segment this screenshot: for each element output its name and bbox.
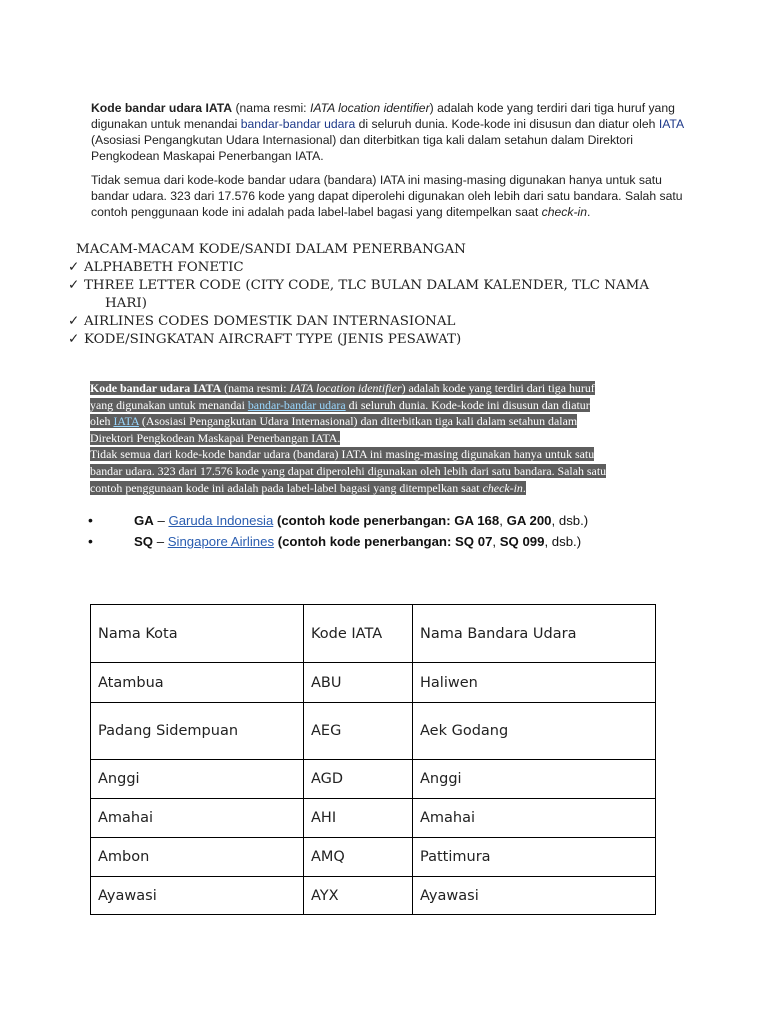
airline-link[interactable]: Singapore Airlines (167, 534, 275, 549)
airports-link[interactable]: bandar-bandar udara (247, 397, 346, 412)
text-span: (nama resmi: (221, 381, 290, 395)
flight-example: SQ 07 (455, 534, 493, 549)
intro-paragraph-2 (91, 172, 691, 220)
airport-code-table (90, 604, 656, 915)
text-span: (contoh kode penerbangan: (273, 513, 455, 528)
text-span: di seluruh dunia. Kode-kode ini disusun dan diatur (345, 397, 590, 412)
text-span: (Asosiasi Pengangkutan Udara Internasional) dan diterbitkan tiga kali dalam setahun dalam Direktori Pengkodean Maskapai Penerbangan IATA. (91, 133, 633, 163)
text-span: , (492, 534, 500, 549)
highlight-line (90, 413, 670, 430)
term-bold: Kode bandar udara IATA (91, 101, 233, 115)
table-cell: AHI (304, 799, 413, 838)
highlight-line (90, 380, 670, 397)
flight-example: SQ 099 (499, 534, 545, 549)
codes-list-item-label: THREE LETTER CODE (CITY CODE, TLC BULAN DALAM KALENDER, TLC NAMA (84, 278, 650, 293)
text-span: contoh penggunaan kode ini adalah pada label-label bagasi yang ditempelkan saat (90, 480, 483, 495)
highlight-line (90, 446, 670, 463)
table-cell: Anggi (413, 760, 656, 799)
highlight-line (90, 480, 670, 497)
table-row (91, 663, 656, 703)
codes-list-item (68, 277, 708, 295)
codes-list-item-label: ALPHABETH FONETIC (84, 260, 244, 275)
codes-list-item (68, 313, 708, 331)
list-item (88, 510, 708, 531)
text-span: – (153, 513, 169, 528)
text-span: ) adalah kode yang terdiri dari tiga huruf yang digunakan untuk menandai (91, 101, 675, 131)
airports-link[interactable]: bandar-bandar udara (240, 117, 356, 131)
flight-example: GA 200 (506, 513, 552, 528)
iata-link[interactable]: IATA (113, 414, 139, 429)
table-cell: Aek Godang (413, 703, 656, 760)
table-header-cell: Kode IATA (304, 605, 413, 663)
highlight-line (90, 397, 670, 414)
check-icon: ✓ (68, 278, 80, 293)
text-span: , dsb.) (551, 513, 589, 528)
text-span: di seluruh dunia. Kode-kode ini disusun dan diatur oleh (355, 117, 659, 131)
list-item (88, 531, 708, 552)
table-row (91, 838, 656, 877)
official-name: IATA location identifier (309, 101, 430, 115)
table-cell: Ayawasi (91, 877, 304, 915)
highlight-line (90, 430, 670, 447)
table-cell: Haliwen (413, 663, 656, 703)
airline-code: GA (134, 513, 154, 528)
codes-list-item-label: AIRLINES CODES DOMESTIK DAN INTERNASIONAL (84, 314, 456, 329)
text-span: Tidak semua dari kode-kode bandar udara (bandara) IATA ini masing-masing digunakan hanya untuk satu (90, 447, 595, 462)
official-name: IATA location identifier (289, 381, 402, 395)
table-row (91, 760, 656, 799)
checkin-italic: check-in (541, 205, 587, 219)
text-span: , (499, 513, 507, 528)
intro-paragraph-1 (91, 100, 691, 164)
text-span: ) adalah kode yang terdiri dari tiga huruf (401, 381, 595, 395)
codes-list-item-continuation: HARI) (105, 296, 147, 311)
text-span: yang digunakan untuk menandai (90, 397, 248, 412)
codes-list-heading: MACAM-MACAM KODE/SANDI DALAM PENERBANGAN (76, 242, 466, 257)
table-row (91, 799, 656, 838)
table-cell: Ayawasi (413, 877, 656, 915)
table-cell: AGD (304, 760, 413, 799)
table-cell: Padang Sidempuan (91, 703, 304, 760)
text-span: . (522, 480, 526, 495)
iata-link[interactable]: IATA (658, 117, 684, 131)
table-cell: ABU (304, 663, 413, 703)
check-icon: ✓ (68, 260, 80, 275)
codes-list-item (68, 331, 708, 349)
text-span: . (587, 205, 591, 219)
table-row (91, 877, 656, 915)
table-cell: Amahai (413, 799, 656, 838)
table-cell: AYX (304, 877, 413, 915)
table-cell: AMQ (304, 838, 413, 877)
flight-example: GA 168 (454, 513, 500, 528)
text-span: (Asosiasi Pengangkutan Udara Internasional) dan diterbitkan tiga kali dalam setahun dalam (138, 414, 578, 429)
bullet-icon: • (88, 512, 93, 528)
text-span: oleh (90, 414, 114, 429)
check-icon: ✓ (68, 332, 80, 347)
term-bold: Kode bandar udara IATA (90, 381, 222, 395)
highlighted-text-block (90, 380, 670, 496)
table-cell: Amahai (91, 799, 304, 838)
table-cell: Ambon (91, 838, 304, 877)
airline-link[interactable]: Garuda Indonesia (168, 513, 274, 528)
text-span: , dsb.) (544, 534, 582, 549)
text-span: (nama resmi: (232, 101, 310, 115)
check-icon: ✓ (68, 314, 80, 329)
table-cell: Pattimura (413, 838, 656, 877)
airline-code: SQ (134, 534, 154, 549)
codes-list-item-label: KODE/SINGKATAN AIRCRAFT TYPE (JENIS PESAWAT) (84, 332, 462, 347)
text-span: – (153, 534, 168, 549)
text-span: (contoh kode penerbangan: (274, 534, 456, 549)
text-span: Tidak semua dari kode-kode bandar udara (bandara) IATA ini masing-masing digunakan hanya untuk satu bandar udara. 323 dari 17.576 kode yang dapat diperolehi digunakan oleh lebih dari satu bandara. Salah satu contoh penggunaan kode ini adalah pada label-label bagasi yang ditempelkan saat (91, 173, 683, 219)
airline-examples-list (88, 510, 708, 552)
checkin-italic: check-in (482, 480, 523, 495)
table-cell: Atambua (91, 663, 304, 703)
bullet-icon: • (88, 533, 93, 549)
codes-list-item (68, 259, 708, 277)
table-row (91, 703, 656, 760)
table-cell: Anggi (91, 760, 304, 799)
table-header-row (91, 605, 656, 663)
highlight-line (90, 463, 670, 480)
text-span: bandar udara. 323 dari 17.576 kode yang dapat diperolehi digunakan oleh lebih dari satu bandara. Salah satu (90, 463, 607, 478)
table-header-cell: Nama Bandara Udara (413, 605, 656, 663)
codes-list (68, 241, 708, 349)
table-header-cell: Nama Kota (91, 605, 304, 663)
table-cell: AEG (304, 703, 413, 760)
text-span: Direktori Pengkodean Maskapai Penerbangan IATA. (90, 430, 341, 445)
